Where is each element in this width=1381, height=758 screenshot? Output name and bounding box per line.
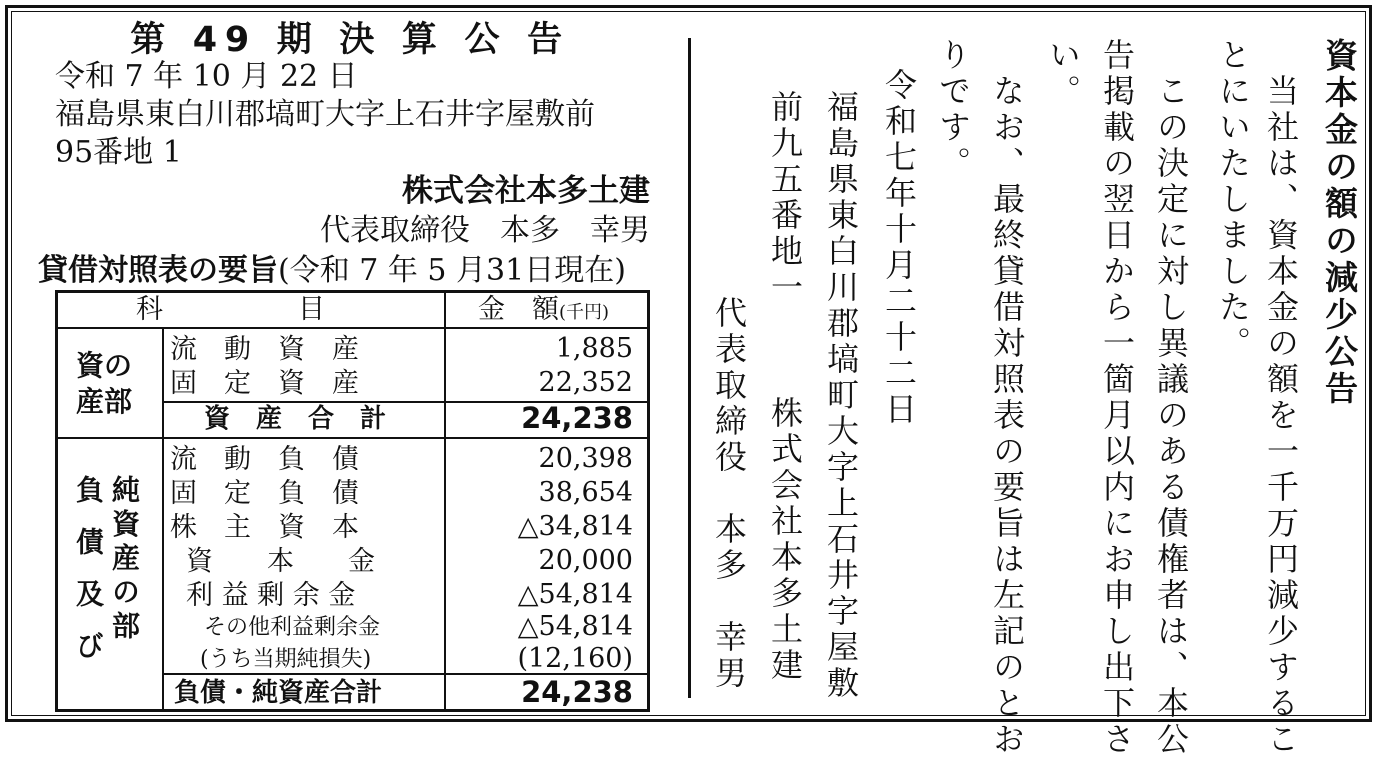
notice-date: 令和七年十月二十二日 [880, 68, 918, 428]
notice-body-line: 当社は、資本金の額を一千万円減少するこ [1262, 38, 1300, 758]
liab-row-value: (12,160) [517, 643, 633, 674]
notice-address-1: 福島県東白川郡塙町大字上石井字屋敷 [822, 90, 860, 702]
notice-body-line: りです。 [934, 38, 972, 182]
header-unit: (千円) [559, 302, 610, 323]
liab-row-value: 38,654 [538, 477, 633, 508]
liab-total-value: 24,238 [521, 675, 633, 709]
statement-date: 令和 7 年 10 月 22 日 [55, 59, 358, 94]
notice-title: 資本金の額の減少公告 [1320, 38, 1359, 408]
liab-row-label: (うち当期純損失) [200, 647, 372, 672]
liab-row-label: その他利益剰余金 [204, 615, 381, 640]
asset-row-value: 1,885 [555, 333, 633, 364]
liab-row-value: △54,814 [517, 611, 633, 642]
balance-sheet-table [55, 290, 650, 712]
notice-representative: 代表取締役 本多 幸男 [710, 296, 748, 692]
statement-title: 第 49 期 決 算 公 告 [130, 20, 570, 60]
address-line-1: 福島県東白川郡塙町大字上石井字屋敷前 [55, 97, 595, 132]
liab-row-label: 利 益 剰 余 金 [186, 580, 356, 611]
liab-row-label: 資 本 金 [186, 546, 375, 577]
liab-row-value: △54,814 [517, 579, 633, 610]
asset-total-label: 資 産 合 計 [204, 404, 387, 434]
company-name: 株式会社本多土建 [402, 173, 650, 209]
asset-row-label: 流 動 資 産 [170, 334, 359, 365]
liab-row-value: 20,000 [538, 545, 633, 576]
asset-total-value: 24,238 [521, 401, 633, 435]
assets-section-label-2: 産部 [76, 385, 133, 418]
column-divider [688, 38, 691, 698]
header-amount-label: 金 額 [478, 294, 559, 325]
liab-section-label-right: 純資産の部 [108, 475, 141, 645]
notice-company: 株式会社本多土建 [766, 396, 804, 684]
notice-body-line: い。 [1044, 38, 1082, 110]
address-line-2: 95番地 1 [55, 135, 182, 170]
asset-row-value: 22,352 [538, 367, 633, 398]
balance-sheet-title: 貸借対照表の要旨 [38, 253, 278, 288]
notice-body-line: この決定に対し異議のある債権者は、本公 [1152, 38, 1190, 758]
header-item: 科 目 [136, 294, 325, 325]
notice-address-2: 前九五番地一 [766, 90, 804, 306]
header-amount [478, 293, 609, 329]
liab-total-label: 負債・純資産合計 [174, 678, 383, 708]
balance-sheet-date: (令和 7 年 5 月31日現在) [278, 253, 626, 288]
notice-body-line: なお、最終貸借対照表の要旨は左記のとお [988, 38, 1026, 758]
notice-body-line: 告掲載の翌日から一箇月以内にお申し出下さ [1098, 38, 1136, 758]
balance-sheet-heading [38, 252, 626, 290]
liab-row-value: △34,814 [517, 511, 633, 542]
notice-body-line: とにいたしました。 [1214, 38, 1252, 362]
liab-row-label: 流 動 負 債 [170, 444, 359, 475]
liab-section-label-left: 負債及び [72, 475, 105, 683]
asset-row-label: 固 定 資 産 [170, 368, 359, 399]
liab-row-label: 株 主 資 本 [170, 512, 359, 543]
liab-row-label: 固 定 負 債 [170, 478, 359, 509]
assets-section-label-1: 資の [76, 349, 133, 382]
representative: 代表取締役 本多 幸男 [320, 213, 650, 248]
liab-row-value: 20,398 [538, 443, 633, 474]
